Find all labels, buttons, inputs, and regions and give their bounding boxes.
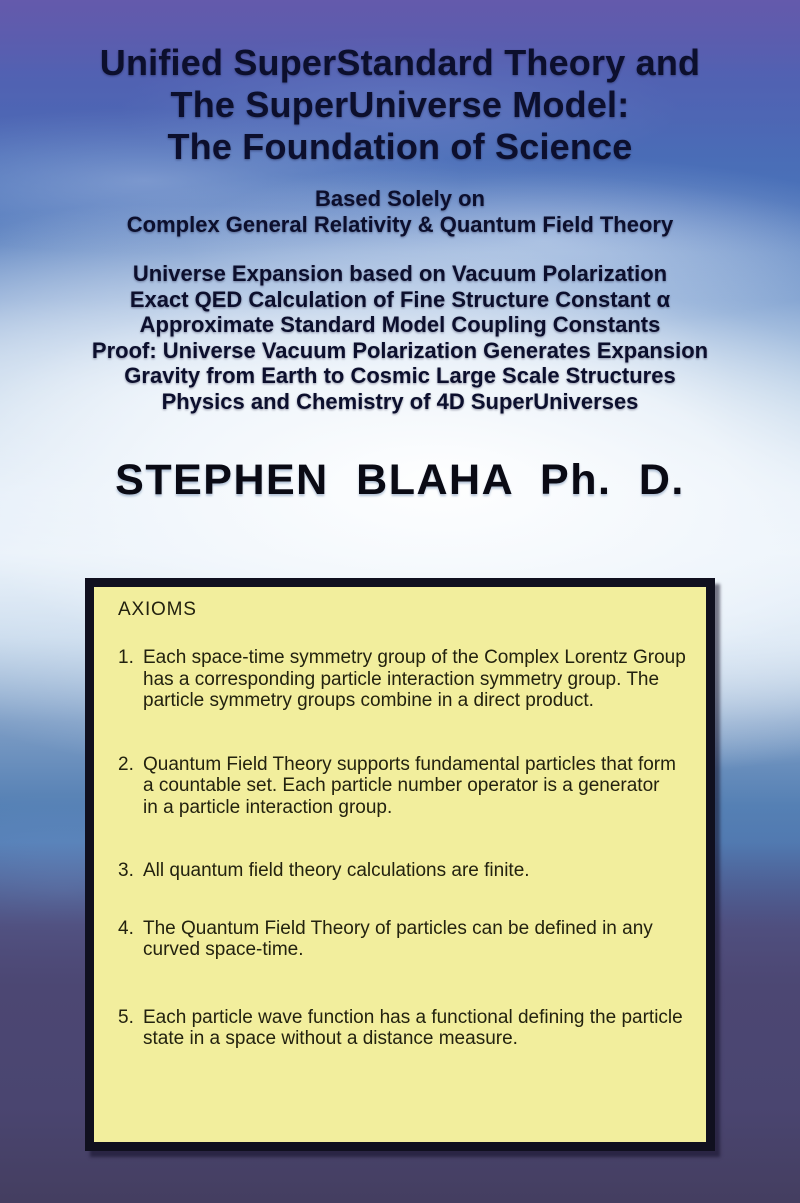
feature-line-2: Exact QED Calculation of Fine Structure Constant α [129, 286, 671, 312]
feature-list [0, 261, 800, 414]
axiom-text: Quantum Field Theory supports fundamental particles that form a countable set. Each particle number operator is a generator in a particle interaction group. [143, 753, 676, 818]
subtitle-line-1: Based Solely on [315, 186, 485, 211]
axiom-text: Each space-time symmetry group of the Complex Lorentz Group has a corresponding particle interaction symmetry group. The particle symmetry groups combine in a direct product. [143, 647, 686, 711]
axioms-box [85, 578, 715, 1151]
axiom-item-2 [118, 754, 682, 819]
axiom-item-1 [118, 647, 686, 712]
axiom-number: 1. [118, 647, 134, 668]
feature-line-5: Gravity from Earth to Cosmic Large Scale Structures [124, 363, 676, 388]
axiom-text: The Quantum Field Theory of particles can be defined in any curved space-time. [143, 917, 653, 960]
axiom-number: 4. [118, 917, 134, 939]
feature-line-3: Approximate Standard Model Coupling Constants [139, 312, 661, 337]
author-name: STEPHEN BLAHA Ph. D. [115, 456, 685, 504]
subtitle-line-2: Complex General Relativity & Quantum Field Theory [126, 212, 674, 237]
feature-line-4: Proof: Universe Vacuum Polarization Generates Expansion [91, 337, 709, 363]
axioms-heading: AXIOMS [118, 599, 197, 620]
axiom-text: All quantum field theory calculations are finite. [143, 860, 530, 881]
feature-line-6: Physics and Chemistry of 4D SuperUniverses [161, 388, 639, 414]
axiom-item-4 [118, 918, 682, 961]
axiom-number: 2. [118, 753, 134, 775]
axiom-number: 3. [118, 860, 134, 881]
book-subtitle [0, 186, 800, 238]
book-title [0, 42, 800, 168]
feature-line-1: Universe Expansion based on Vacuum Polarization [132, 261, 668, 286]
title-line-1: Unified SuperStandard Theory and [99, 42, 701, 83]
axiom-item-3 [118, 860, 682, 882]
title-line-2: The SuperUniverse Model: [170, 84, 630, 125]
title-line-3: The Foundation of Science [167, 126, 633, 167]
axiom-text: Each particle wave function has a functional defining the particle state in a space without a distance measure. [143, 1006, 683, 1049]
axiom-number: 5. [118, 1006, 134, 1028]
axiom-item-5 [118, 1007, 682, 1050]
